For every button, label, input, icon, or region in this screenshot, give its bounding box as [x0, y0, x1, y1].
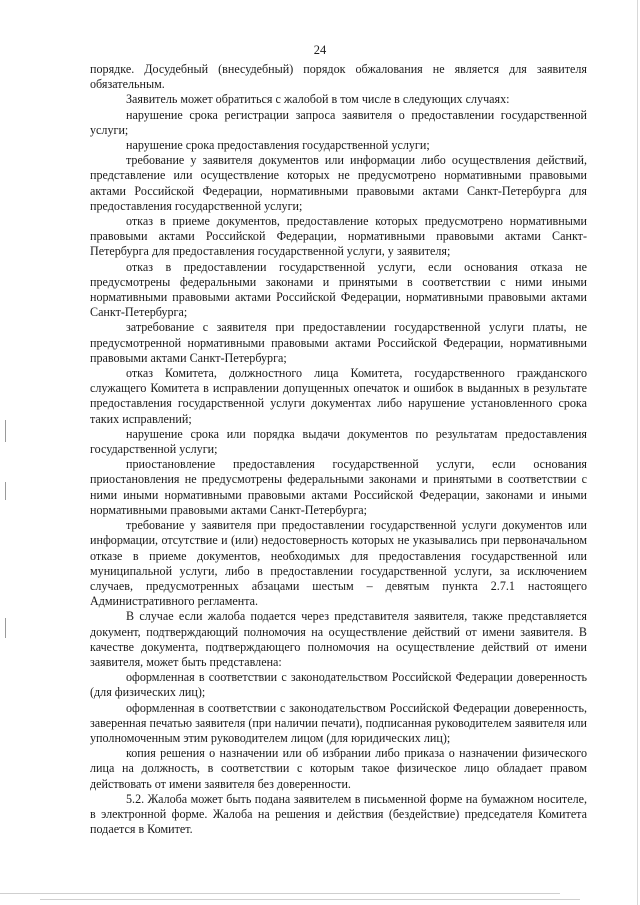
paragraph-8: затребование с заявителя при предоставлении государственной услуги платы, не предусмотренной нормативными правовыми актами Российской Федерации, нормативными правовыми актами Санкт-Петербурга; [90, 320, 587, 365]
paragraph-9: отказ Комитета, должностного лица Комитета, государственного гражданского служащего Комитета в исправлении допущенных опечаток и ошибок в выданных в результате предоставления государственной услуги документах либо нарушение установленного срока таких исправлений; [90, 366, 587, 426]
scan-margin-mark [5, 482, 6, 500]
paragraph-4: нарушение срока предоставления государственной услуги; [126, 138, 430, 153]
paragraph-14: оформленная в соответствии с законодательством Российской Федерации доверенность (для физических лиц); [90, 670, 587, 700]
paragraph-17: 5.2. Жалоба может быть подана заявителем в письменной форме на бумажном носителе, в электронной форме. Жалоба на решения и действия (бездействие) председателя Комитета подается в Комитет. [90, 791, 587, 837]
paragraph-1: порядке. Досудебный (внесудебный) порядок обжалования не является для заявителя обязательным. [90, 62, 587, 92]
paragraph-2: Заявитель может обратиться с жалобой в том числе в следующих случаях: [126, 92, 510, 107]
scan-bottom-line [0, 893, 560, 894]
paragraph-16: копия решения о назначении или об избрании либо приказа о назначении физического лица на должность, в соответствии с которым такое физическое лицо обладает правом действовать от имени заявителя без доверенности. [90, 746, 587, 791]
document-body [90, 62, 587, 837]
paragraph-6: отказ в приеме документов, предоставление которых предусмотрено нормативными правовыми актами Российской Федерации, нормативными правовыми актами Санкт-Петербурга для предоставления государственной услуги, у заявителя; [90, 214, 587, 259]
paragraph-15: оформленная в соответствии с законодательством Российской Федерации доверенность, заверенная печатью заявителя (при наличии печати), подписанная руководителем заявителя или уполномоченным этим руководителем лицом (для юридических лиц); [90, 700, 587, 745]
scan-margin-mark [5, 618, 6, 638]
paragraph-10: нарушение срока или порядка выдачи документов по результатам предоставления государственной услуги; [90, 426, 587, 457]
paragraph-13: В случае если жалоба подается через представителя заявителя, также представляется документ, подтверждающий полномочия на осуществление действий от имени заявителя. В качестве документа, подтверждающего полномочия на осуществление действий от имени заявителя, может быть представлена: [90, 609, 587, 669]
scan-edge-line [637, 0, 638, 905]
paragraph-3: нарушение срока регистрации запроса заявителя о предоставлении государственной услуги; [90, 107, 587, 137]
paragraph-7: отказ в предоставлении государственной услуги, если основания отказа не предусмотрены федеральными законами и принятыми в соответствии с ними иными нормативными правовыми актами Российской Федерации, нормативными правовыми актами Санкт-Петербурга; [90, 259, 587, 320]
paragraph-5: требование у заявителя документов или информации либо осуществления действий, представление или осуществление которых не предусмотрено нормативными правовыми актами Российской Федерации, нормативными правовыми актами Санкт-Петербурга для предоставления государственной услуги; [90, 153, 587, 213]
scan-bottom-line [40, 899, 580, 900]
paragraph-11: приостановление предоставления государственной услуги, если основания приостановления не предусмотрены федеральными законами и принятыми в соответствии с ними иными нормативными правовыми актами Российской Федерации, законами и иными нормативными правовыми актами Санкт-Петербурга; [90, 457, 587, 517]
scan-margin-mark [5, 420, 6, 442]
paragraph-12: требование у заявителя при предоставлении государственной услуги документов или информации, отсутствие и (или) недостоверность которых не указывались при первоначальном отказе в приеме документов, необходимых для предоставления государственной или муниципальной услуги, либо в предоставлении государственной услуги, за исключением случаев, предусмотренных абзацами шестым – девятым пункта 2.7.1 настоящего Административного регламента. [90, 518, 587, 609]
page-number: 24 [313, 43, 327, 57]
